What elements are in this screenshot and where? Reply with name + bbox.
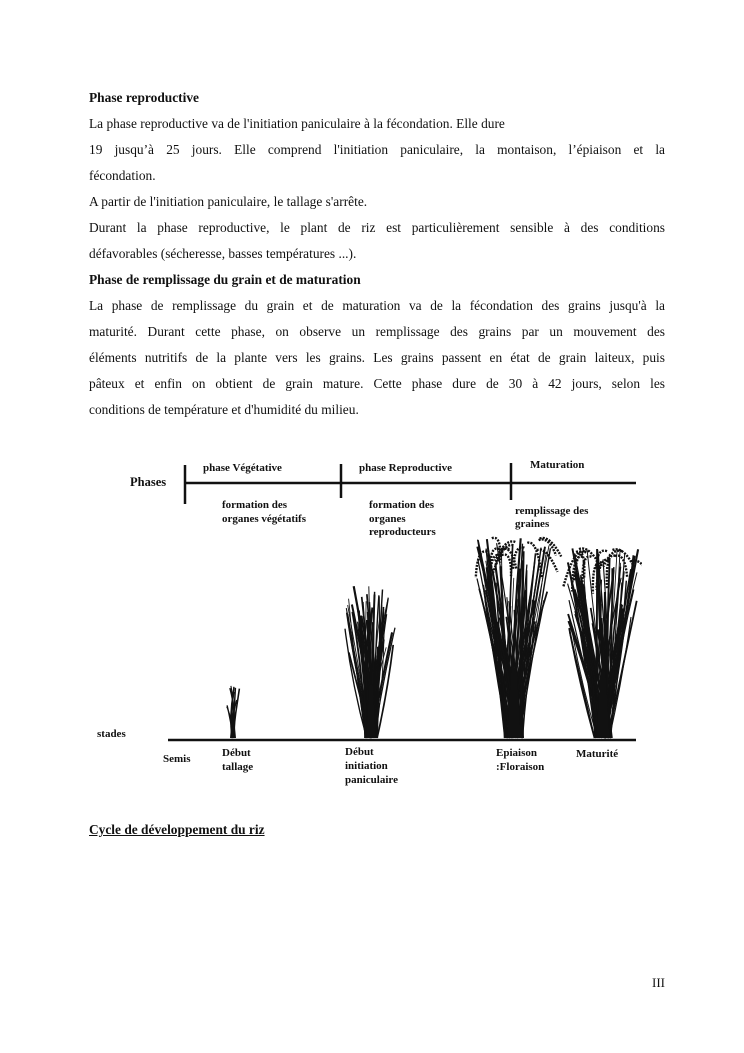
phases-label: Phases <box>130 475 167 489</box>
page-number: III <box>652 975 665 990</box>
desc-reproductive-line: formation des <box>369 499 435 511</box>
paragraph-line: La phase reproductive va de l'initiation paniculaire à la fécondation. Elle dure <box>89 116 505 131</box>
paragraph-line: conditions de température et d'humidité du milieu. <box>89 402 359 417</box>
paragraph-line: éléments nutritifs de la plante vers les grains. Les grains passent en état de grain laiteux, puis <box>89 350 665 365</box>
heading-phase-remplissage: Phase de remplissage du grain et de maturation <box>89 272 361 287</box>
paragraph-line: 19 jusqu’à 25 jours. Elle comprend l'initiation paniculaire, la montaison, l’épiaison et la <box>89 142 665 157</box>
stage-epiaison-line: :Floraison <box>496 761 545 773</box>
stage-semis-label: Semis <box>163 753 191 765</box>
phase-vegetative-label: phase Végétative <box>203 462 282 474</box>
phase-reproductive-label: phase Reproductive <box>359 462 452 474</box>
paragraph-line: fécondation. <box>89 168 156 183</box>
desc-maturation-line: remplissage des <box>515 505 589 517</box>
paragraph-line: Durant la phase reproductive, le plant de riz est particulièrement sensible à des conditions <box>89 220 665 235</box>
seedling-plant-image <box>227 686 240 738</box>
paragraph-line: A partir de l'initiation paniculaire, le tallage s'arrête. <box>89 194 368 209</box>
tillering-plant-image <box>345 586 395 738</box>
rice-cycle-figure <box>90 446 642 798</box>
paragraph-line: défavorables (sécheresse, basses températures ...). <box>89 246 357 261</box>
stage-tallage-line: tallage <box>222 761 254 773</box>
figure-caption: Cycle de développement du riz <box>89 822 265 837</box>
rice-cycle-diagram <box>90 446 642 798</box>
stage-initiation-line: initiation <box>345 760 388 772</box>
stage-maturite-label: Maturité <box>576 748 619 760</box>
phase-maturation-label: Maturation <box>530 459 585 471</box>
heading-phase-reproductive: Phase reproductive <box>89 90 199 105</box>
heading-plant-image <box>476 538 561 738</box>
stage-tallage-line: Début <box>222 747 251 759</box>
mature-plant-image <box>563 548 642 738</box>
paragraph-line: La phase de remplissage du grain et de maturation va de la fécondation des grains jusqu'à la <box>89 298 665 313</box>
desc-vegetative-line: formation des <box>222 499 288 511</box>
desc-reproductive-line: reproducteurs <box>369 526 436 538</box>
desc-maturation-line: graines <box>515 518 550 530</box>
desc-reproductive-line: organes <box>369 513 406 525</box>
stage-initiation-line: Début <box>345 746 374 758</box>
stage-initiation-line: paniculaire <box>345 774 398 786</box>
desc-vegetative-line: organes végétatifs <box>222 513 307 525</box>
paragraph-line: maturité. Durant cette phase, on observe un remplissage des grains par un mouvement des <box>89 324 665 339</box>
stades-label: stades <box>97 728 126 740</box>
paragraph-line: pâteux et enfin on obtient de grain mature. Cette phase dure de 30 à 42 jours, selon les <box>89 376 665 391</box>
stage-epiaison-line: Epiaison <box>496 747 537 759</box>
